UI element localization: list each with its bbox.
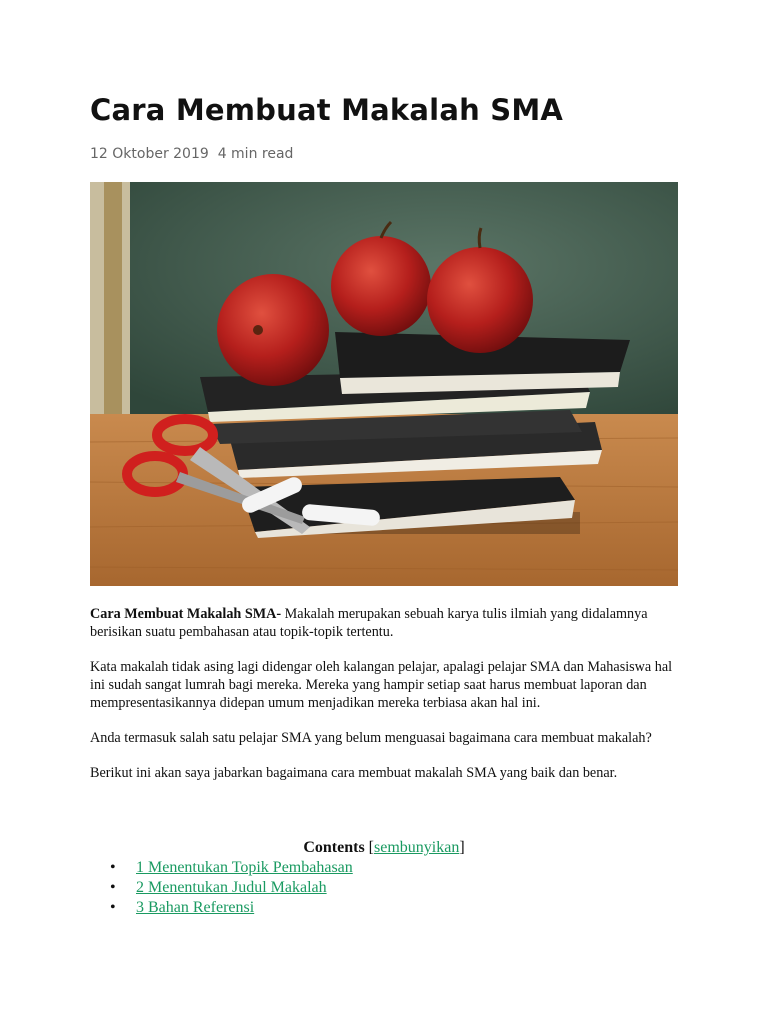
article-body (90, 605, 682, 799)
toc-number: 2 (136, 879, 144, 896)
toc-number: 1 (136, 859, 144, 876)
table-of-contents (110, 858, 353, 918)
toc-hide-link[interactable]: sembunyikan (374, 839, 460, 856)
toc-link-1[interactable] (136, 859, 353, 876)
toc-bracket-close: ] (459, 839, 465, 856)
toc-header (0, 838, 768, 858)
toc-label: Bahan Referensi (144, 899, 255, 916)
toc-item (110, 878, 353, 898)
page-title: Cara Membuat Makalah SMA (90, 93, 564, 127)
intro-text: Makalah merupakan sebuah karya tulis ilmiah yang didalamnya berisikan suatu pembahasan atau topik-topik tertentu. (90, 606, 648, 640)
toc-label: Menentukan Judul Makalah (144, 879, 327, 896)
paragraph: Kata makalah tidak asing lagi didengar oleh kalangan pelajar, apalagi pelajar SMA dan Mahasiswa hal ini sudah sangat lumrah bagi mereka. Mereka yang hampir setiap saat harus membuat laporan dan mempresentasikannya didepan umum menjadikan mereka terbiasa akan hal ini. (90, 659, 673, 711)
toc-bracket-open: [ (368, 839, 374, 856)
featured-image (90, 182, 678, 586)
article-meta (90, 146, 293, 162)
intro-bold: Cara Membuat Makalah SMA- (90, 606, 282, 622)
intro-paragraph (90, 605, 682, 641)
apples-on-books-photo (90, 182, 678, 586)
paragraph: Berikut ini akan saya jabarkan bagaimana cara membuat makalah SMA yang baik dan benar. (90, 765, 618, 781)
toc-link-3[interactable] (136, 899, 254, 916)
paragraph: Anda termasuk salah satu pelajar SMA yang belum menguasai bagaimana cara membuat makalah? (90, 730, 652, 746)
toc-label: Menentukan Topik Pembahasan (144, 859, 353, 876)
toc-item (110, 858, 353, 878)
read-time: 4 min read (217, 146, 294, 162)
toc-link-2[interactable] (136, 879, 327, 896)
toc-heading: Contents (303, 839, 365, 856)
publish-date: 12 Oktober 2019 (90, 146, 209, 162)
toc-number: 3 (136, 899, 144, 916)
toc-item (110, 898, 353, 918)
